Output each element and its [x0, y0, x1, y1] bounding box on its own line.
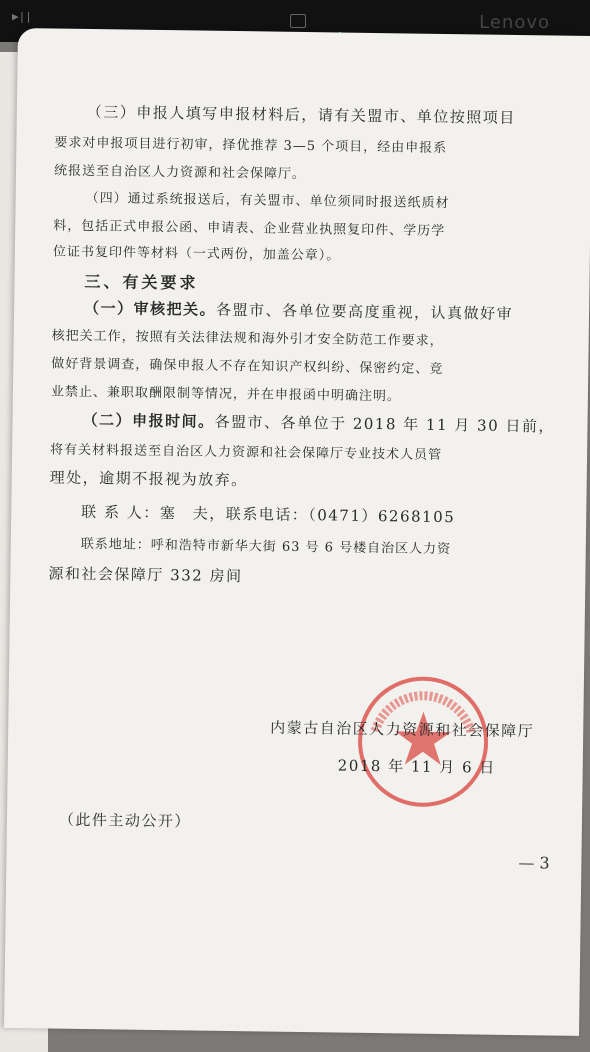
camera-icon [290, 14, 306, 28]
issuer-name: 内蒙古自治区人力资源和社会保障厅 [270, 718, 535, 741]
text-line: 要求对申报项目进行初审，择优推荐 3—5 个项目，经由申报系 [54, 135, 448, 157]
play-pause-icon: ▶|| [12, 10, 32, 23]
page-number: — 3 [518, 853, 550, 873]
document-page [4, 28, 590, 1036]
text-line: 料，包括正式申报公函、申请表、企业营业执照复印件、学历学 [53, 218, 446, 239]
disclosure-note: （此件主动公开） [58, 810, 192, 831]
text-line: 业禁止、兼职取酬限制等情况，并在申报函中明确注明。 [50, 384, 402, 405]
contact-person: 联 系 人：塞 夫，联系电话：（0471）6268105 [81, 502, 456, 527]
text-line: 核把关工作，按照有关法律法规和海外引才安全防范工作要求， [51, 328, 444, 349]
text-line: 位证书复印件等材料（一式两份，加盖公章）。 [52, 244, 341, 264]
contact-address: 源和社会保障厅 332 房间 [48, 564, 243, 586]
paragraph-line [84, 297, 513, 324]
brand-logo: Lenovo [479, 12, 550, 33]
official-seal-icon [352, 671, 494, 813]
text-line: （三）申报人填写申报材料后，请有关盟市、单位按照项目 [86, 102, 516, 127]
paragraph-line [82, 409, 555, 437]
paragraph-text: 各盟市、各单位要高度重视，认真做好审 [215, 300, 514, 323]
text-line: 理处，逾期不报视为放弃。 [49, 468, 248, 490]
text-line: 做好背景调查，确保申报人不存在知识产权纠纷、保密约定、竞 [51, 356, 444, 377]
contact-address: 联系地址：呼和浩特市新华大街 63 号 6 号楼自治区人力资 [80, 536, 452, 558]
text-line: 统报送至自治区人力资源和社会保障厅。 [53, 163, 307, 183]
subsection-title: （二）申报时间。 [82, 410, 215, 431]
subsection-title: （一）审核把关。 [83, 298, 217, 319]
section-heading: 三、有关要求 [84, 271, 199, 293]
text-line: （四）通过系统报送后，有关盟市、单位须同时报送纸质材 [85, 190, 450, 212]
paragraph-text: 各盟市、各单位于 2018 年 11 月 30 日前， [214, 412, 556, 436]
text-line: 将有关材料报送至自治区人力资源和社会保障厅专业技术人员管 [50, 442, 443, 463]
issue-date: 2018 年 11 月 6 日 [337, 756, 497, 777]
